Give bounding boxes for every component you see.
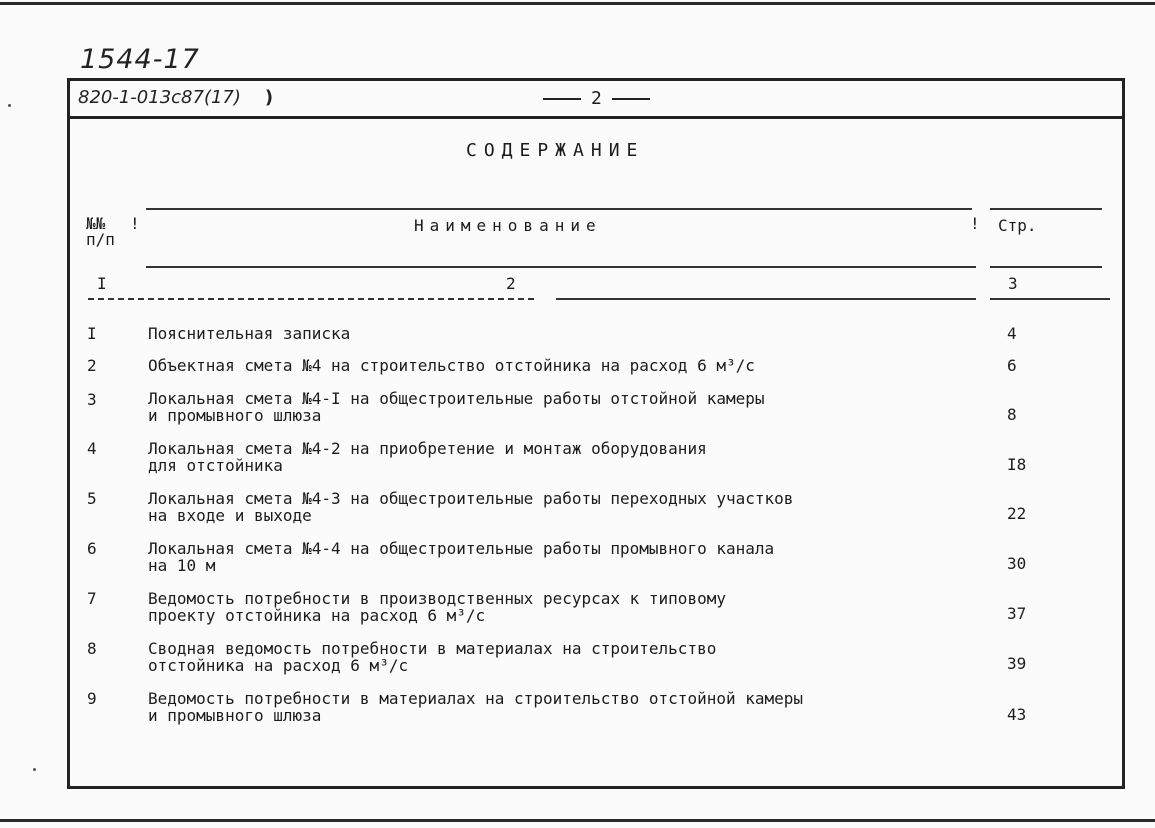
document-frame	[67, 78, 1125, 789]
row-title-line2: для отстойника	[148, 456, 283, 475]
row-title	[148, 325, 350, 342]
row-title	[148, 490, 793, 524]
page-title: СОДЕРЖАНИЕ	[466, 140, 645, 161]
row-page: 30	[1007, 554, 1027, 573]
scan-speck	[8, 104, 11, 107]
header-bottom-rule	[146, 266, 976, 268]
row-title-line1: Локальная смета №4-I на общестроительные работы отстойной камеры	[148, 389, 765, 408]
row-title	[148, 357, 755, 374]
dash-left	[543, 98, 581, 100]
col-header-name: Наименование	[414, 216, 602, 235]
row-title-line2: и промывного шлюза	[148, 406, 322, 425]
row-title	[148, 390, 765, 424]
row-page: 43	[1007, 705, 1027, 724]
row-title-line1: Ведомость потребности в материалах на строительство отстойной камеры	[148, 689, 804, 708]
col-header-num-line1: №№	[86, 214, 106, 233]
page-number-value: 2	[591, 88, 602, 109]
numbers-rule-left	[88, 298, 534, 300]
doc-code	[78, 87, 273, 108]
scan-edge-top	[0, 2, 1155, 5]
doc-code-text: 820-1-013с87(17)	[78, 87, 241, 108]
row-page: 4	[1007, 324, 1017, 343]
row-number: 9	[87, 689, 97, 708]
row-page: 22	[1007, 504, 1027, 523]
row-title-line2: и промывного шлюза	[148, 706, 322, 725]
row-number: 6	[87, 539, 97, 558]
dash-right	[612, 98, 650, 100]
row-title-line1: Пояснительная записка	[148, 324, 351, 343]
row-page: 8	[1007, 405, 1017, 424]
column-number-2: 2	[506, 274, 516, 293]
column-number-3: 3	[1008, 274, 1018, 293]
archive-number: 1544-17	[80, 44, 200, 75]
row-title-line1: Локальная смета №4-2 на приобретение и монтаж оборудования	[148, 439, 707, 458]
column-number-1: I	[97, 274, 107, 293]
row-page: 39	[1007, 654, 1027, 673]
row-title	[148, 690, 803, 724]
row-number: 3	[87, 390, 97, 409]
row-page: 37	[1007, 604, 1027, 623]
header-bottom-rule-page	[990, 266, 1102, 268]
row-title	[148, 590, 726, 624]
row-number: I	[87, 324, 97, 343]
row-title-line1: Локальная смета №4-4 на общестроительные работы промывного канала	[148, 539, 775, 558]
table-top-rule	[146, 208, 972, 210]
table-top-rule-page	[990, 208, 1102, 210]
row-page: 6	[1007, 356, 1017, 375]
row-title-line2: проекту отстойника на расход 6 м³/с	[148, 606, 486, 625]
scan-speck	[33, 768, 36, 771]
row-title	[148, 540, 774, 574]
row-title-line1: Объектная смета №4 на строительство отстойника на расход 6 м³/с	[148, 356, 755, 375]
row-number: 2	[87, 356, 97, 375]
numbers-rule-mid	[556, 298, 976, 300]
row-title-line1: Сводная ведомость потребности в материалах на строительство	[148, 639, 717, 658]
row-title	[148, 640, 716, 674]
row-title-line2: на входе и выходе	[148, 506, 312, 525]
col-divider-mark: !	[130, 214, 140, 233]
row-number: 8	[87, 639, 97, 658]
row-title-line1: Локальная смета №4-3 на общестроительные работы переходных участков	[148, 489, 794, 508]
numbers-rule-page	[990, 298, 1110, 300]
doc-code-suffix: )	[264, 87, 274, 108]
row-title-line2: на 10 м	[148, 556, 216, 575]
row-title	[148, 440, 707, 474]
page-number	[533, 88, 660, 109]
row-number: 4	[87, 439, 97, 458]
scan-edge-bottom	[0, 819, 1155, 822]
row-number: 5	[87, 489, 97, 508]
header-separator	[70, 116, 1122, 119]
col-header-num	[86, 216, 115, 248]
row-number: 7	[87, 589, 97, 608]
row-title-line1: Ведомость потребности в производственных ресурсах к типовому	[148, 589, 726, 608]
col-header-page: Стр.	[998, 216, 1037, 235]
col-divider-mark: !	[970, 214, 980, 233]
col-header-num-line2: п/п	[86, 230, 115, 249]
row-title-line2: отстойника на расход 6 м³/с	[148, 656, 409, 675]
row-page: I8	[1007, 455, 1027, 474]
